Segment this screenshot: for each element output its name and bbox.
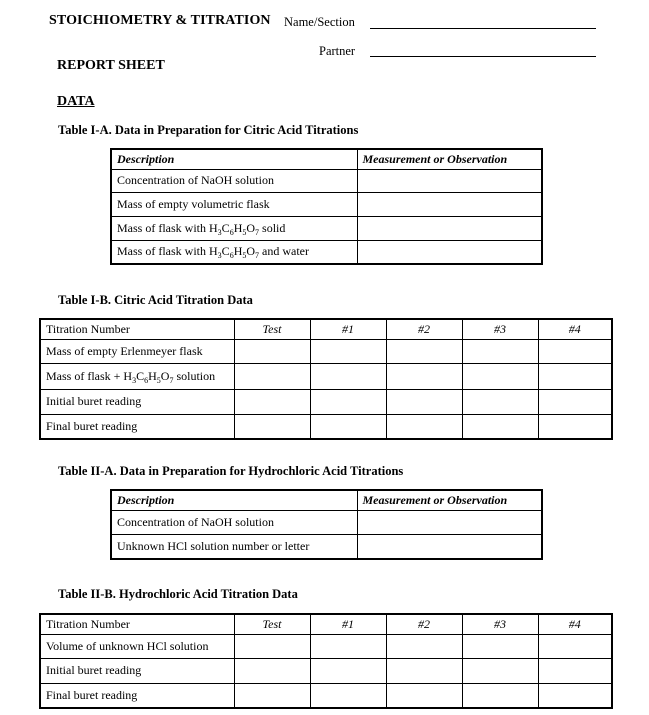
table-2b-header-trial-1: #1 — [310, 614, 386, 634]
table-1b-input-cell[interactable] — [538, 363, 612, 389]
table-1b-header-trial-2: #2 — [386, 319, 462, 339]
table-2b-input-cell[interactable] — [234, 634, 310, 658]
table-1b-input-cell[interactable] — [386, 363, 462, 389]
table-1b-input-cell[interactable] — [462, 414, 538, 439]
table-1a-input-cell[interactable] — [357, 240, 542, 264]
table-2b-input-cell[interactable] — [538, 683, 612, 708]
table-1a-row-label: Mass of flask with $H_3C_6H_5O_7$ solid — [111, 216, 357, 240]
table-1b-input-cell[interactable] — [386, 339, 462, 363]
table-1b-input-cell[interactable] — [462, 339, 538, 363]
table-2a-row-label: Unknown HCl solution number or letter — [111, 534, 357, 559]
table-2b-input-cell[interactable] — [310, 634, 386, 658]
name-section-label: Name/Section — [284, 15, 355, 29]
table-1b-input-cell[interactable] — [310, 363, 386, 389]
table-1b-input-cell[interactable] — [538, 414, 612, 439]
table-1b-input-cell[interactable] — [310, 389, 386, 414]
table-1a — [110, 148, 543, 265]
table-2b-input-cell[interactable] — [386, 683, 462, 708]
table-1b-input-cell[interactable] — [310, 339, 386, 363]
table-1a-caption: Table I-A. Data in Preparation for Citric Acid Titrations — [58, 123, 359, 137]
table-1b-row-label: Mass of flask + $H_3C_6H_5O_7$ solution — [40, 363, 234, 389]
table-1b-row-label: Final buret reading — [40, 414, 234, 439]
table-2b-header-trial-4: #4 — [538, 614, 612, 634]
table-2b-caption: Table II-B. Hydrochloric Acid Titration Data — [58, 587, 298, 601]
table-2a-header-measurement: Measurement or Observation — [357, 490, 542, 510]
table-1b-header-titration-number: Titration Number — [40, 319, 234, 339]
table-1b-header-trial-1: #1 — [310, 319, 386, 339]
table-1a-input-cell[interactable] — [357, 216, 542, 240]
table-1b-input-cell[interactable] — [234, 389, 310, 414]
table-2b-row-label: Initial buret reading — [40, 658, 234, 683]
table-2b-input-cell[interactable] — [462, 658, 538, 683]
table-2b-row-label: Volume of unknown HCl solution — [40, 634, 234, 658]
table-1b-input-cell[interactable] — [462, 363, 538, 389]
table-2b-input-cell[interactable] — [234, 658, 310, 683]
table-2b-input-cell[interactable] — [310, 683, 386, 708]
table-2b-input-cell[interactable] — [538, 634, 612, 658]
table-2b-row-label: Final buret reading — [40, 683, 234, 708]
table-2b-input-cell[interactable] — [386, 658, 462, 683]
table-1a-row-label: Mass of flask with $H_3C_6H_5O_7$ and water — [111, 240, 357, 264]
table-1b-input-cell[interactable] — [462, 389, 538, 414]
table-1b-input-cell[interactable] — [310, 414, 386, 439]
table-2b-header-trial-3: #3 — [462, 614, 538, 634]
table-2b-header-titration-number: Titration Number — [40, 614, 234, 634]
table-2b — [39, 613, 613, 709]
table-1b-row-label: Initial buret reading — [40, 389, 234, 414]
table-2a-caption: Table II-A. Data in Preparation for Hydrochloric Acid Titrations — [58, 464, 404, 478]
table-1b-input-cell[interactable] — [234, 414, 310, 439]
table-1b-input-cell[interactable] — [386, 389, 462, 414]
report-sheet-heading: REPORT SHEET — [57, 58, 165, 73]
table-2a-row-label: Concentration of NaOH solution — [111, 510, 357, 534]
table-2b-input-cell[interactable] — [386, 634, 462, 658]
table-1b-header-test: Test — [234, 319, 310, 339]
partner-input-line[interactable] — [370, 56, 596, 57]
table-1b-row-label: Mass of empty Erlenmeyer flask — [40, 339, 234, 363]
table-2b-input-cell[interactable] — [462, 634, 538, 658]
table-1b-input-cell[interactable] — [538, 389, 612, 414]
table-2a-input-cell[interactable] — [357, 510, 542, 534]
partner-label: Partner — [319, 44, 356, 58]
table-1b-caption: Table I-B. Citric Acid Titration Data — [58, 293, 253, 307]
table-1b-input-cell[interactable] — [234, 339, 310, 363]
table-2b-input-cell[interactable] — [538, 658, 612, 683]
table-2a-header-description: Description — [111, 490, 357, 510]
table-1b-header-trial-3: #3 — [462, 319, 538, 339]
table-1a-input-cell[interactable] — [357, 169, 542, 192]
table-1b-input-cell[interactable] — [386, 414, 462, 439]
table-2a — [110, 489, 543, 560]
name-section-input-line[interactable] — [370, 28, 596, 29]
table-1a-header-measurement: Measurement or Observation — [357, 149, 542, 169]
table-1b-header-trial-4: #4 — [538, 319, 612, 339]
table-1a-row-label: Mass of empty volumetric flask — [111, 192, 357, 216]
table-2b-input-cell[interactable] — [310, 658, 386, 683]
table-2b-header-trial-2: #2 — [386, 614, 462, 634]
table-2b-input-cell[interactable] — [462, 683, 538, 708]
table-1b-input-cell[interactable] — [234, 363, 310, 389]
table-2b-input-cell[interactable] — [234, 683, 310, 708]
table-1b — [39, 318, 613, 440]
table-1a-header-description: Description — [111, 149, 357, 169]
worksheet-title: STOICHIOMETRY & TITRATION — [49, 13, 271, 28]
table-1b-input-cell[interactable] — [538, 339, 612, 363]
table-2b-header-test: Test — [234, 614, 310, 634]
data-heading: DATA — [57, 94, 95, 109]
table-1a-row-label: Concentration of NaOH solution — [111, 169, 357, 192]
table-2a-input-cell[interactable] — [357, 534, 542, 559]
table-1a-input-cell[interactable] — [357, 192, 542, 216]
